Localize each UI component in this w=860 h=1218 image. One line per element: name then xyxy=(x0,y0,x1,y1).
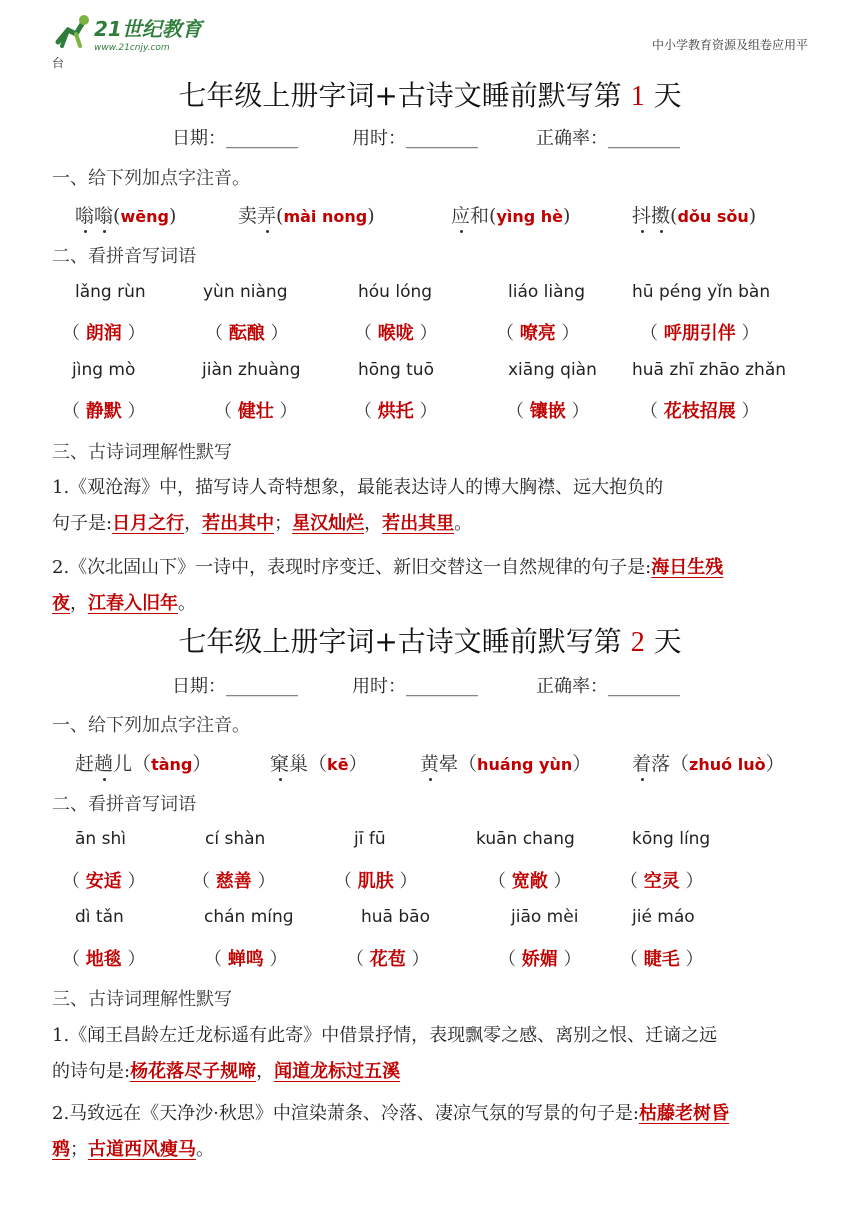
pinyin-cell: cí shàn xyxy=(205,829,266,849)
day1-phonetic-item: 嗡嗡(wēng) xyxy=(75,201,176,228)
day1-question-1: 1.《观沧海》中，描写诗人奇特想象，最能表达诗人的博大胸襟、远大抱负的 句子是:日月之行，若出其中；星汉灿烂，若出其里。 xyxy=(52,477,664,534)
pinyin-cell: huā zhī zhāo zhǎn xyxy=(632,360,787,380)
site-logo xyxy=(52,12,217,54)
answer-cell: （ 静默 ） xyxy=(62,401,146,422)
day1-time: 用时：________ xyxy=(352,128,478,149)
answer-cell: （ 酝酿 ） xyxy=(205,323,289,344)
day2-phonetic-item: 黄晕（huáng yùn） xyxy=(420,749,591,776)
day2-question-1: 1.《闻王昌龄左迁龙标遥有此寄》中借景抒情，表现飘零之感、离别之恨、迁谪之远 的诗句是:杨花落尽子规啼，闻道龙标过五溪 xyxy=(52,1025,718,1082)
pinyin-cell: jiàn zhuàng xyxy=(202,360,301,380)
day2-time: 用时：________ xyxy=(352,676,478,697)
answer-cell: （ 花枝招展 ） xyxy=(640,401,760,422)
day1-number: 1 xyxy=(630,81,645,112)
pinyin-cell: yùn niàng xyxy=(203,282,288,302)
pinyin-cell: ān shì xyxy=(75,829,126,849)
answer-cell: （ 花苞 ） xyxy=(346,949,430,970)
day2-phonetic-item: 赶趟儿（tàng） xyxy=(75,749,211,776)
pinyin-cell: xiāng qiàn xyxy=(508,360,597,380)
day2-section3-heading: 三、古诗词理解性默写 xyxy=(52,989,232,1010)
answer-cell: （ 镶嵌 ） xyxy=(506,401,590,422)
pinyin-cell: hóu lóng xyxy=(358,282,433,302)
answer-cell: （ 娇媚 ） xyxy=(498,949,582,970)
pinyin-cell: lǎng rùn xyxy=(75,282,146,302)
answer-cell: （ 嘹亮 ） xyxy=(496,323,580,344)
day1-phonetic-item: 卖弄(mài nong) xyxy=(238,201,375,228)
header-right-text: 中小学教育资源及组卷应用平 xyxy=(651,38,808,52)
day2-phonetic-item: 窠巢（kē） xyxy=(270,749,368,776)
answer-cell: （ 空灵 ） xyxy=(620,871,704,892)
answer-cell: （ 喉咙 ） xyxy=(354,323,438,344)
answer-cell: （ 肌肤 ） xyxy=(334,871,418,892)
day1-accuracy: 正确率：________ xyxy=(536,128,680,149)
day1-section1-heading: 一、给下列加点字注音。 xyxy=(52,168,250,189)
day1-section2-heading: 二、看拼音写词语 xyxy=(52,246,196,267)
pinyin-cell: hū péng yǐn bàn xyxy=(632,282,771,302)
day1-section3-heading: 三、古诗词理解性默写 xyxy=(52,442,232,463)
day1-phonetic-item: 抖擞(dǒu sǒu) xyxy=(632,201,756,228)
answer-cell: （ 健壮 ） xyxy=(214,401,298,422)
day2-phonetic-item: 着落（zhuó luò） xyxy=(632,749,785,776)
answer-cell: （ 宽敞 ） xyxy=(488,871,572,892)
pinyin-cell: kuān chang xyxy=(476,829,575,849)
pinyin-cell: jié máo xyxy=(632,907,695,927)
day1-phonetic-item: 应和(yìng hè) xyxy=(451,201,570,228)
day2-date: 日期：________ xyxy=(172,676,298,697)
answer-cell: （ 朗润 ） xyxy=(62,323,146,344)
answer-cell: （ 安适 ） xyxy=(62,871,146,892)
answer-cell: （ 地毯 ） xyxy=(62,949,146,970)
day1-title: 七年级上册字词+古诗文睡前默写第 1 天 xyxy=(178,79,682,112)
pinyin-cell: liáo liàng xyxy=(508,282,586,302)
logo-text: 21世纪教育 xyxy=(94,17,202,41)
answer-cell: （ 呼朋引伴 ） xyxy=(640,323,760,344)
pinyin-cell: huā bāo xyxy=(361,907,430,927)
pinyin-cell: kōng líng xyxy=(632,829,711,849)
day2-section2-heading: 二、看拼音写词语 xyxy=(52,794,196,815)
day1-date: 日期：________ xyxy=(172,128,298,149)
pinyin-cell: dì tǎn xyxy=(75,907,124,927)
answer-cell: （ 慈善 ） xyxy=(192,871,276,892)
pinyin-cell: chán mínɡ xyxy=(204,907,294,927)
day2-title: 七年级上册字词+古诗文睡前默写第 2 天 xyxy=(178,625,682,658)
day2-section1-heading: 一、给下列加点字注音。 xyxy=(52,715,250,736)
runner-logo-icon xyxy=(52,12,217,54)
day1-question-2: 2.《次北固山下》一诗中，表现时序变迁、新旧交替这一自然规律的句子是:海日生残 夜，江春入旧年。 xyxy=(52,557,724,614)
pinyin-cell: hōng tuō xyxy=(358,360,434,380)
answer-cell: （ 烘托 ） xyxy=(354,401,438,422)
day2-question-2: 2.马致远在《天净沙·秋思》中渲染萧条、冷落、凄凉气氛的写景的句子是:枯藤老树昏 鸦；古道西风瘦马。 xyxy=(52,1103,729,1160)
pinyin-cell: jī fū xyxy=(354,829,386,849)
answer-cell: （ 蝉鸣 ） xyxy=(204,949,288,970)
logo-url: www.21cnjy.com xyxy=(94,43,170,53)
day2-accuracy: 正确率：________ xyxy=(536,676,680,697)
pinyin-cell: jìng mò xyxy=(72,360,136,380)
header-left-tail: 台 xyxy=(52,56,65,70)
answer-cell: （ 睫毛 ） xyxy=(620,949,704,970)
day2-number: 2 xyxy=(630,627,645,658)
pinyin-cell: jiāo mèi xyxy=(511,907,579,927)
